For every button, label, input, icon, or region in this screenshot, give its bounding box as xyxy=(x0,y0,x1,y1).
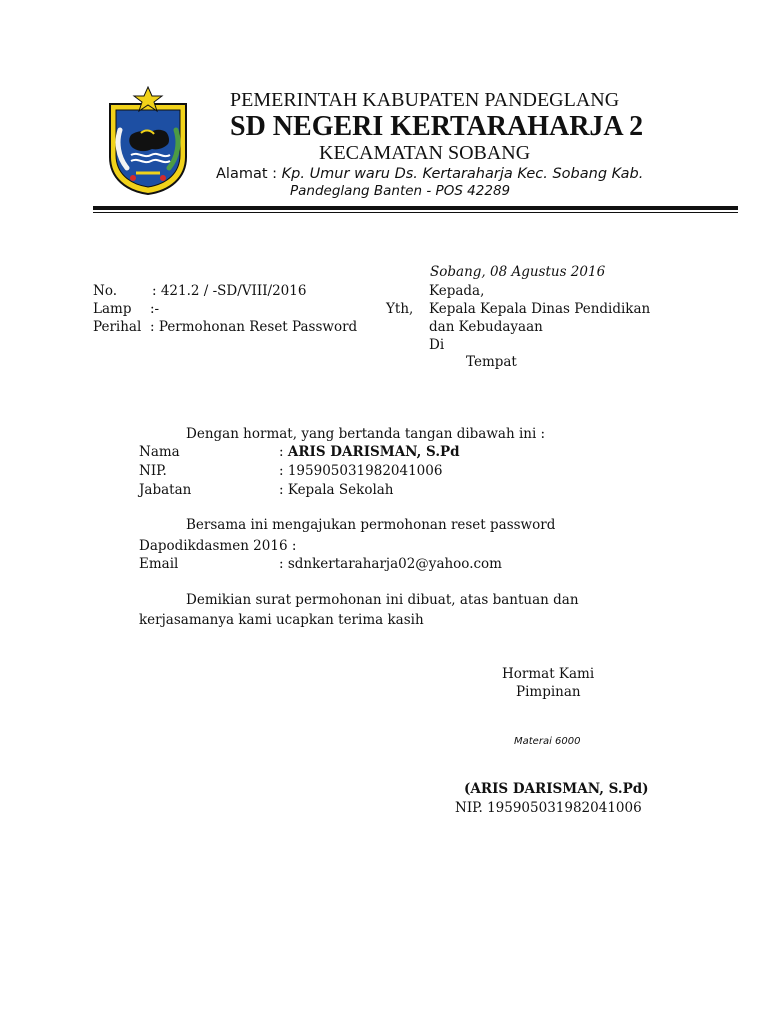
school-address-line-1 xyxy=(216,166,643,182)
address-text-1: Kp. Umur waru Ds. Kertaraharja Kec. Sobang Kab. xyxy=(281,166,644,182)
name-separator: : xyxy=(279,444,288,460)
recipient-to: Kepada, xyxy=(429,283,485,299)
government-heading: PEMERINTAH KABUPATEN PANDEGLANG xyxy=(230,89,620,111)
recipient-name-line-1: Kepala Kepala Dinas Pendidikan xyxy=(429,301,651,317)
email-value: : sdnkertaraharja02@yahoo.com xyxy=(279,556,502,572)
letter-date: Sobang, 08 Agustus 2016 xyxy=(430,264,606,280)
recipient-name-line-2: dan Kebudayaan xyxy=(429,319,543,335)
recipient-yth: Yth, xyxy=(386,301,414,317)
district-name: KECAMATAN SOBANG xyxy=(319,142,531,164)
opening-sentence: Dengan hormat, yang bertanda tangan dibawah ini : xyxy=(186,426,546,442)
position-label: Jabatan xyxy=(139,482,192,498)
subject-label: Perihal xyxy=(93,319,142,335)
position-value: : Kepala Sekolah xyxy=(279,482,394,498)
number-value: : 421.2 / -SD/VIII/2016 xyxy=(152,283,307,299)
regency-emblem-icon xyxy=(102,86,194,198)
request-sentence-line-2: Dapodikdasmen 2016 : xyxy=(139,538,297,554)
signature-nip: NIP. 195905031982041006 xyxy=(455,800,642,816)
closing-line-2: kerjasamanya kami ucapkan terima kasih xyxy=(139,612,424,628)
attachment-value: :- xyxy=(150,301,160,317)
attachment-label: Lamp xyxy=(93,301,132,317)
header-divider-thick xyxy=(93,206,738,210)
school-address-line-2: Pandeglang Banten - POS 42289 xyxy=(290,183,511,199)
nip-value: : 195905031982041006 xyxy=(279,463,443,479)
recipient-place: Tempat xyxy=(466,354,517,370)
school-name: SD NEGERI KERTARAHARJA 2 xyxy=(230,111,644,142)
subject-value: : Permohonan Reset Password xyxy=(150,319,358,335)
request-sentence-line-1: Bersama ini mengajukan permohonan reset password xyxy=(186,517,556,533)
name-label: Nama xyxy=(139,444,180,460)
signature-name: (ARIS DARISMAN, S.Pd) xyxy=(464,781,649,797)
number-label: No. xyxy=(93,283,117,299)
signatory-role: Pimpinan xyxy=(516,684,581,700)
regards-text: Hormat Kami xyxy=(502,666,595,682)
header-divider-thin xyxy=(93,212,738,213)
stamp-duty-label: Materai 6000 xyxy=(514,736,581,747)
recipient-di: Di xyxy=(429,337,445,353)
nip-label: NIP. xyxy=(139,463,167,479)
closing-line-1: Demikian surat permohonan ini dibuat, atas bantuan dan xyxy=(186,592,579,608)
signatory-name: ARIS DARISMAN, S.Pd xyxy=(287,444,460,460)
address-label: Alamat : xyxy=(216,166,282,182)
email-label: Email xyxy=(139,556,179,572)
name-field xyxy=(279,446,460,460)
